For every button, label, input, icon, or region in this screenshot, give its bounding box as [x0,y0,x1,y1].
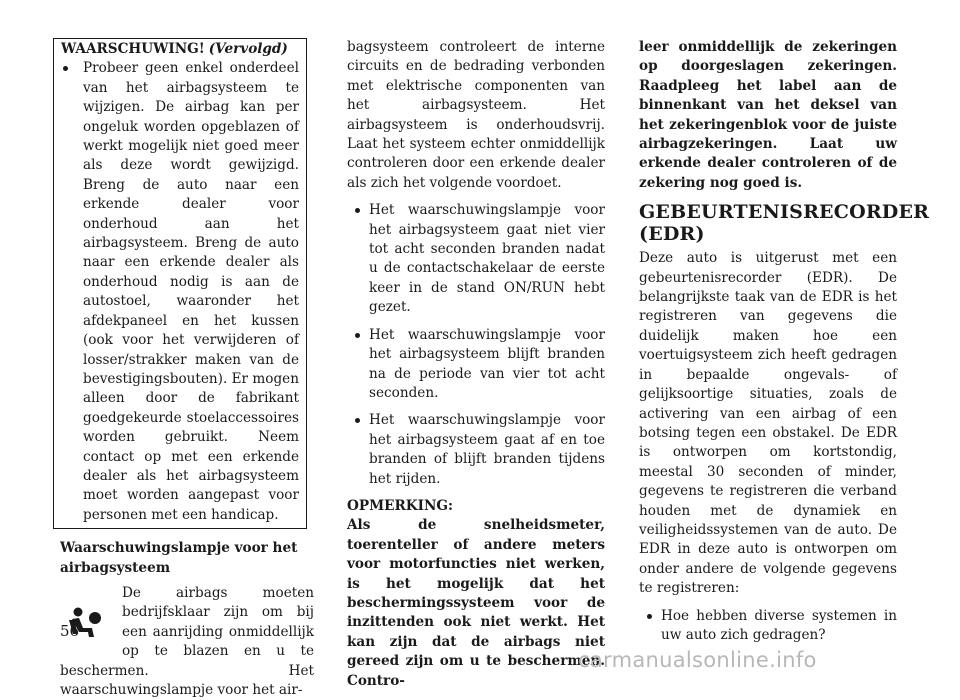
list-item: Het waarschuwingslampje voor het airbagsysteem gaat niet vier tot acht seconden branden nadat u de contactschakelaar de eerste keer in de stand ON/RUN hebt gezet. [347,201,605,317]
note-label: OPMERKING: [347,497,453,514]
page-number: 56 [60,622,80,640]
airbag-light-text: De airbags moeten bedrijfsklaar zijn om bij een aanrijding onmiddellijk op te blazen en u te beschermen. Het waarschuwingslampje voor het air- [60,584,314,698]
warning-box [53,38,307,529]
airbag-light-block [60,584,314,700]
column-middle [347,38,605,699]
warning-continued: (Vervolgd) [208,41,288,57]
warning-heading [61,40,299,59]
warning-title: WAARSCHUWING! [61,41,205,57]
airbag-light-subheading: Waarschuwingslampje voor het airbagsysteem [60,540,298,576]
note-continued: leer onmiddellijk de zekeringen op doorgeslagen zekeringen. Raadpleeg het label aan de binnenkant van het deksel van het zekeringenblok voor de juiste airbagzekeringen. Laat uw erkende dealer controleren of de zekering nog goed is. [639,39,897,191]
column-left [60,38,314,700]
warning-bullet: Probeer geen enkel onderdeel van het airbagsysteem te wijzigen. De airbag kan per ongeluk worden opgeblazen of werkt mogelijk niet goed meer als deze wordt gewijzigd. Breng de auto naar een erkende dealer voor onderhoud aan het airbagsysteem. Breng de auto naar een erkende dealer als onderhoud nodig is aan de autostoel, waaronder het afdekpaneel en het kussen (ook voor het verwijderen of losser/strakker maken van de bevestigingsbouten). Er mogen alleen door de fabrikant goedgekeurde stoelaccessoires worden gebruikt. Neem contact op met een erkende dealer als het airbagsysteem moet worden aangepast voor personen met een handicap. [61,59,299,525]
airbag-system-paragraph: bagsysteem controleert de interne circuits en de bedrading verbonden met elektrische componenten van het airbagsysteem. Het airbagsysteem is onderhoudsvrij. Laat het systeem echter onmiddellijk controleren door een erkende dealer als zich het volgende voordoet. [347,39,605,191]
edr-paragraph: Deze auto is uitgerust met een gebeurtenisrecorder (EDR). De belangrijkste taak van de EDR is het registreren van gegevens die duidelijk maken hoe een voertuigsysteem zich heeft gedragen in bepaalde ongevals- of gelijksoortige situaties, zoals de activering van een airbag of een botsing tegen een obstakel. De EDR is ontworpen om kortstondig, meestal 30 seconden of minder, gegevens te registreren die verband houden met de dynamiek en veiligheidssystemen van de auto. De EDR in deze auto is ontworpen om onder andere de volgende gegevens te registreren: [639,250,897,597]
section-title-edr: GEBEURTENISRECORDER (EDR) [639,201,930,246]
airbag-warning-icon [60,584,122,658]
note-text: Als de snelheidsmeter, toerenteller of andere meters voor motorfuncties niet werken, is het mogelijk dat het beschermingssysteem voor de inzittenden ook niet werkt. Het kan zijn dat de airbags niet gereed zijn om u te beschermen. Contro- [347,517,605,689]
column-right [639,38,930,653]
watermark: carmanualsonline.info [578,648,817,672]
list-item: Het waarschuwingslampje voor het airbagsysteem gaat af en toe branden of blijft branden tijdens het rijden. [347,411,605,489]
list-item: Hoe hebben diverse systemen in uw auto zich gedragen? [639,607,897,646]
list-item: Het waarschuwingslampje voor het airbagsysteem blijft branden na de periode van vier tot acht seconden. [347,326,605,404]
